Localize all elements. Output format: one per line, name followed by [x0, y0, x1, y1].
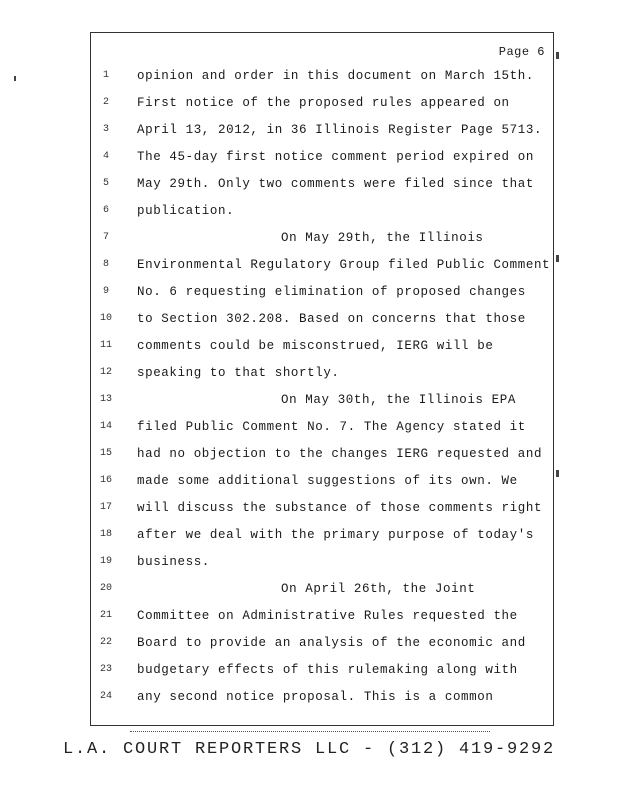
scan-margin-mark	[556, 255, 559, 262]
line-number: 15	[99, 448, 112, 459]
page-number: Page 6	[498, 45, 545, 59]
line-text: On May 29th, the Illinois	[281, 231, 484, 245]
line-number: 16	[99, 475, 112, 486]
line-number: 9	[102, 286, 109, 297]
line-text: made some additional suggestions of its own. We	[137, 474, 518, 488]
line-text: will discuss the substance of those comments right	[137, 501, 543, 515]
line-number: 10	[99, 313, 112, 324]
transcript-line	[91, 582, 555, 609]
footer-divider	[130, 731, 490, 732]
reporter-footer: L.A. COURT REPORTERS LLC - (312) 419-9292	[62, 740, 556, 759]
line-text: First notice of the proposed rules appeared on	[137, 96, 510, 110]
scan-margin-mark	[556, 52, 559, 59]
transcript-page	[90, 32, 554, 726]
transcript-line	[91, 447, 555, 474]
line-number: 4	[102, 151, 109, 162]
line-text: April 13, 2012, in 36 Illinois Register Page 5713.	[137, 123, 543, 137]
transcript-line	[91, 150, 555, 177]
line-text: No. 6 requesting elimination of proposed changes	[137, 285, 526, 299]
line-text: business.	[137, 555, 210, 569]
line-number: 11	[99, 340, 112, 351]
line-text: speaking to that shortly.	[137, 366, 340, 380]
line-number: 17	[99, 502, 112, 513]
line-number: 7	[102, 232, 109, 243]
transcript-line	[91, 69, 555, 96]
transcript-line	[91, 366, 555, 393]
line-text: Board to provide an analysis of the economic and	[137, 636, 526, 650]
line-text: opinion and order in this document on March 15th.	[137, 69, 534, 83]
line-text: Committee on Administrative Rules requested the	[137, 609, 518, 623]
transcript-line	[91, 258, 555, 285]
line-text: after we deal with the primary purpose of today's	[137, 528, 534, 542]
line-number: 5	[102, 178, 109, 189]
transcript-line	[91, 231, 555, 258]
line-text: On May 30th, the Illinois EPA	[281, 393, 516, 407]
line-text: Environmental Regulatory Group filed Public Comment	[137, 258, 551, 272]
scan-margin-mark	[14, 76, 16, 81]
line-number: 2	[102, 97, 109, 108]
line-number: 6	[102, 205, 109, 216]
line-number: 23	[99, 664, 112, 675]
line-text: any second notice proposal. This is a common	[137, 690, 494, 704]
transcript-line	[91, 177, 555, 204]
line-number: 18	[99, 529, 112, 540]
line-number: 3	[102, 124, 109, 135]
transcript-line	[91, 474, 555, 501]
line-number: 20	[99, 583, 112, 594]
line-text: filed Public Comment No. 7. The Agency stated it	[137, 420, 526, 434]
transcript-line	[91, 96, 555, 123]
transcript-line	[91, 609, 555, 636]
line-text: The 45-day first notice comment period expired on	[137, 150, 534, 164]
transcript-line	[91, 636, 555, 663]
transcript-line	[91, 312, 555, 339]
transcript-line	[91, 339, 555, 366]
line-number: 21	[99, 610, 112, 621]
transcript-line	[91, 528, 555, 555]
transcript-line	[91, 123, 555, 150]
scan-margin-mark	[556, 470, 559, 477]
line-number: 24	[99, 691, 112, 702]
line-number: 14	[99, 421, 112, 432]
line-text: comments could be misconstrued, IERG will be	[137, 339, 494, 353]
transcript-line	[91, 663, 555, 690]
transcript-line	[91, 420, 555, 447]
line-text: publication.	[137, 204, 235, 218]
transcript-line	[91, 501, 555, 528]
line-text: had no objection to the changes IERG requested and	[137, 447, 543, 461]
transcript-line	[91, 690, 555, 717]
transcript-line	[91, 393, 555, 420]
line-text: to Section 302.208. Based on concerns that those	[137, 312, 526, 326]
line-text: On April 26th, the Joint	[281, 582, 476, 596]
line-number: 1	[102, 70, 109, 81]
line-number: 8	[102, 259, 109, 270]
transcript-line	[91, 555, 555, 582]
line-number: 19	[99, 556, 112, 567]
line-text: May 29th. Only two comments were filed since that	[137, 177, 534, 191]
line-number: 22	[99, 637, 112, 648]
line-number: 13	[99, 394, 112, 405]
line-text: budgetary effects of this rulemaking along with	[137, 663, 518, 677]
transcript-line	[91, 285, 555, 312]
transcript-line	[91, 204, 555, 231]
line-number: 12	[99, 367, 112, 378]
